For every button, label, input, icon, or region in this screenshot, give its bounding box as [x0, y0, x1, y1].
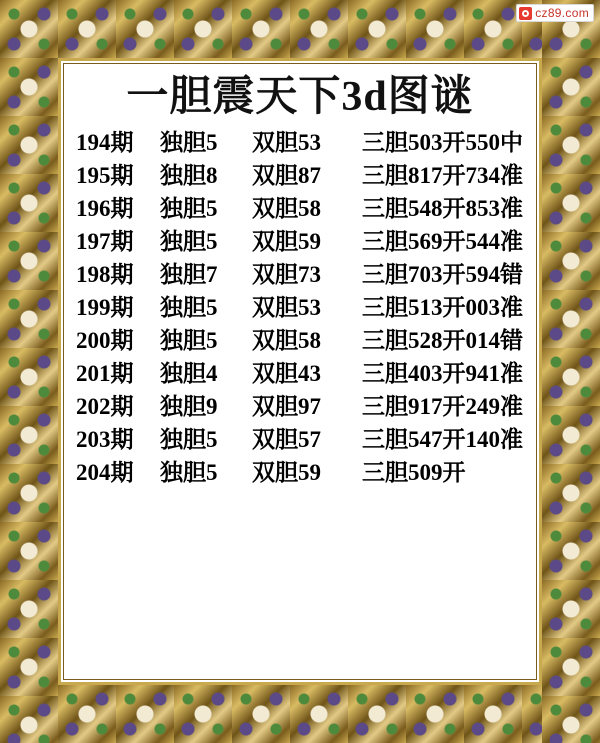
table-row	[70, 263, 530, 296]
row-san: 三胆509开	[362, 460, 466, 486]
row-shuang: 双胆58	[252, 328, 321, 354]
row-san: 三胆569开544准	[362, 229, 523, 255]
watermark	[516, 4, 594, 22]
table-row	[70, 197, 530, 230]
row-period: 196期	[76, 196, 134, 222]
table-row	[70, 329, 530, 362]
row-period: 195期	[76, 163, 134, 189]
table-row	[70, 461, 530, 494]
row-dan: 独胆5	[160, 295, 218, 321]
row-period: 201期	[76, 361, 134, 387]
ornate-border-top	[0, 0, 600, 58]
row-dan: 独胆4	[160, 361, 218, 387]
row-san: 三胆703开594错	[362, 262, 523, 288]
watermark-text: cz89.com	[535, 6, 589, 20]
row-period: 203期	[76, 427, 134, 453]
row-period: 202期	[76, 394, 134, 420]
ornate-border-left	[0, 0, 58, 743]
table-row	[70, 164, 530, 197]
table-row	[70, 230, 530, 263]
row-dan: 独胆7	[160, 262, 218, 288]
row-period: 204期	[76, 460, 134, 486]
row-period: 199期	[76, 295, 134, 321]
row-san: 三胆547开140准	[362, 427, 523, 453]
ornate-border-right	[542, 0, 600, 743]
camera-icon	[519, 7, 532, 20]
row-san: 三胆403开941准	[362, 361, 523, 387]
row-shuang: 双胆97	[252, 394, 321, 420]
row-san: 三胆503开550中	[362, 130, 523, 156]
row-dan: 独胆5	[160, 130, 218, 156]
row-san: 三胆917开249准	[362, 394, 523, 420]
row-shuang: 双胆57	[252, 427, 321, 453]
row-dan: 独胆8	[160, 163, 218, 189]
prediction-list	[66, 131, 534, 494]
table-row	[70, 362, 530, 395]
row-san: 三胆513开003准	[362, 295, 523, 321]
row-shuang: 双胆43	[252, 361, 321, 387]
row-shuang: 双胆53	[252, 295, 321, 321]
row-dan: 独胆5	[160, 328, 218, 354]
row-san: 三胆548开853准	[362, 196, 523, 222]
table-row	[70, 131, 530, 164]
ornate-border-bottom	[0, 685, 600, 743]
row-period: 200期	[76, 328, 134, 354]
row-period: 197期	[76, 229, 134, 255]
row-shuang: 双胆73	[252, 262, 321, 288]
table-row	[70, 296, 530, 329]
row-shuang: 双胆58	[252, 196, 321, 222]
page-title: 一胆震天下3d图谜	[126, 74, 474, 120]
row-dan: 独胆5	[160, 229, 218, 255]
row-dan: 独胆5	[160, 196, 218, 222]
table-row	[70, 428, 530, 461]
row-dan: 独胆9	[160, 394, 218, 420]
row-shuang: 双胆59	[252, 460, 321, 486]
poster-content	[66, 66, 534, 677]
row-period: 194期	[76, 130, 134, 156]
row-san: 三胆528开014错	[362, 328, 523, 354]
row-shuang: 双胆59	[252, 229, 321, 255]
row-dan: 独胆5	[160, 427, 218, 453]
row-san: 三胆817开734准	[362, 163, 523, 189]
row-shuang: 双胆53	[252, 130, 321, 156]
row-period: 198期	[76, 262, 134, 288]
row-shuang: 双胆87	[252, 163, 321, 189]
row-dan: 独胆5	[160, 460, 218, 486]
table-row	[70, 395, 530, 428]
